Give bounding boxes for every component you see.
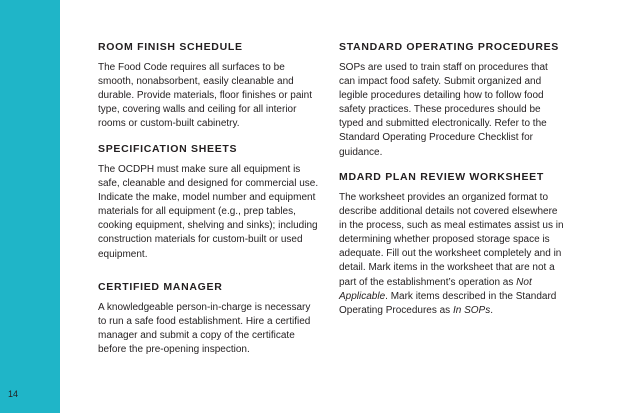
section-heading: CERTIFIED MANAGER	[98, 281, 223, 293]
body-text-run: The worksheet provides an organized format to describe additional details not covered elsewhere in the process, such as meal estimates assist us in determining whether proposed storage space is adequate. Fill out the worksheet completely and in detail. Mark items in the worksheet that are not a part of the establishment’s operation as	[339, 192, 564, 288]
section-heading: ROOM FINISH SCHEDULE	[98, 41, 243, 53]
section-body: SOPs are used to train staff on procedures that can impact food safety. Submit organized and legible procedures detailing how to follow food safety practices. These procedures should be typed and submitted electronically. Refer to the Standard Operating Procedure Checklist for guidance.	[339, 62, 548, 158]
section-heading: STANDARD OPERATING PROCEDURES	[339, 41, 560, 53]
section-mdard-plan-review-worksheet	[339, 171, 564, 318]
section-body: The OCDPH must make sure all equipment is safe, cleanable and designed for commercial use. Indicate the make, model number and equipment materials for all equipment (e.g., prep tables, cooking equipment, shelving and sinks); including construction materials for custom-built or used equipment.	[98, 164, 319, 260]
section-heading: MDARD PLAN REVIEW WORKSHEET	[339, 171, 544, 183]
section-certified-manager	[98, 281, 320, 357]
section-standard-operating-procedures	[339, 41, 564, 160]
section-heading: SPECIFICATION SHEETS	[98, 143, 238, 155]
body-text-run: .	[490, 304, 493, 316]
section-specification-sheets	[98, 143, 320, 262]
section-body: A knowledgeable person-in-charge is necessary to run a safe food establishment. Hire a certified manager and submit a copy of the certificate before the pre-opening inspection.	[98, 302, 311, 356]
body-text-run: . Mark items described in the Standard Operating Procedures as	[339, 290, 557, 316]
section-body	[339, 191, 564, 318]
body-text-emphasis: In SOPs	[452, 304, 491, 316]
side-accent-bar	[0, 0, 60, 413]
section-room-finish-schedule	[98, 41, 320, 131]
section-body: The Food Code requires all surfaces to be smooth, nonabsorbent, easily cleanable and durable. Provide materials, floor finishes or paint type, covering walls and ceiling for all interior rooms or custom-built cabinetry.	[98, 62, 312, 130]
body-text-emphasis: Not Applicable	[339, 276, 532, 302]
page-number: 14	[8, 389, 19, 399]
